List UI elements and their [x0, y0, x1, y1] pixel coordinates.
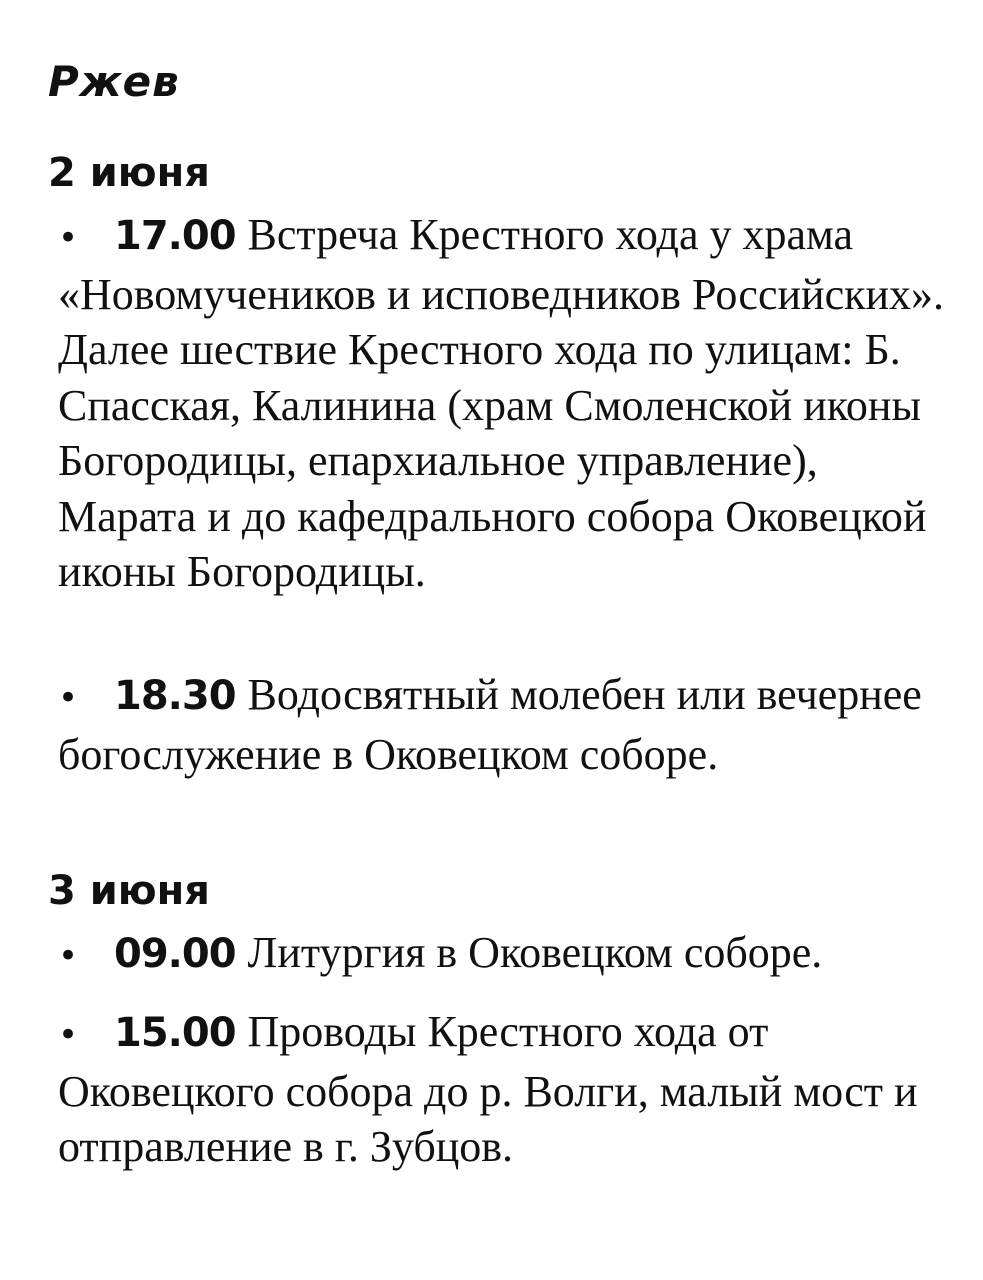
bullet-icon: •: [58, 678, 79, 718]
event-time: 17.00: [114, 213, 236, 259]
event-time: 09.00: [114, 931, 236, 977]
city-title: Ржев: [48, 57, 180, 106]
event-item: [58, 667, 948, 782]
event-description: Встреча Крестного хода у храма «Новомучеников и исповедников Российских». Далее шествие Крестного хода по улицам: Б. Спасская, Калинина (храм Смоленской иконы Богородицы, епархиальное управление), Марата и до кафедрального собора Оковецкой иконы Богородицы.: [58, 210, 945, 596]
event-description: Водосвятный молебен или вечернее богослужение в Оковецком соборе.: [58, 670, 922, 779]
bullet-icon: •: [58, 218, 79, 258]
event-time: 18.30: [114, 673, 236, 719]
event-description: Литургия в Оковецком соборе.: [247, 928, 823, 977]
event-item: [58, 925, 948, 985]
event-item: [58, 207, 948, 600]
event-item: [58, 1004, 948, 1175]
day-heading-june-2: 2 июня: [48, 150, 210, 196]
day-heading-june-3: 3 июня: [48, 868, 210, 914]
event-time: 15.00: [114, 1010, 236, 1056]
bullet-icon: •: [58, 936, 79, 976]
bullet-icon: •: [58, 1015, 79, 1055]
event-description: Проводы Крестного хода от Оковецкого собора до р. Волги, малый мост и отправление в г. Зубцов.: [58, 1007, 918, 1171]
